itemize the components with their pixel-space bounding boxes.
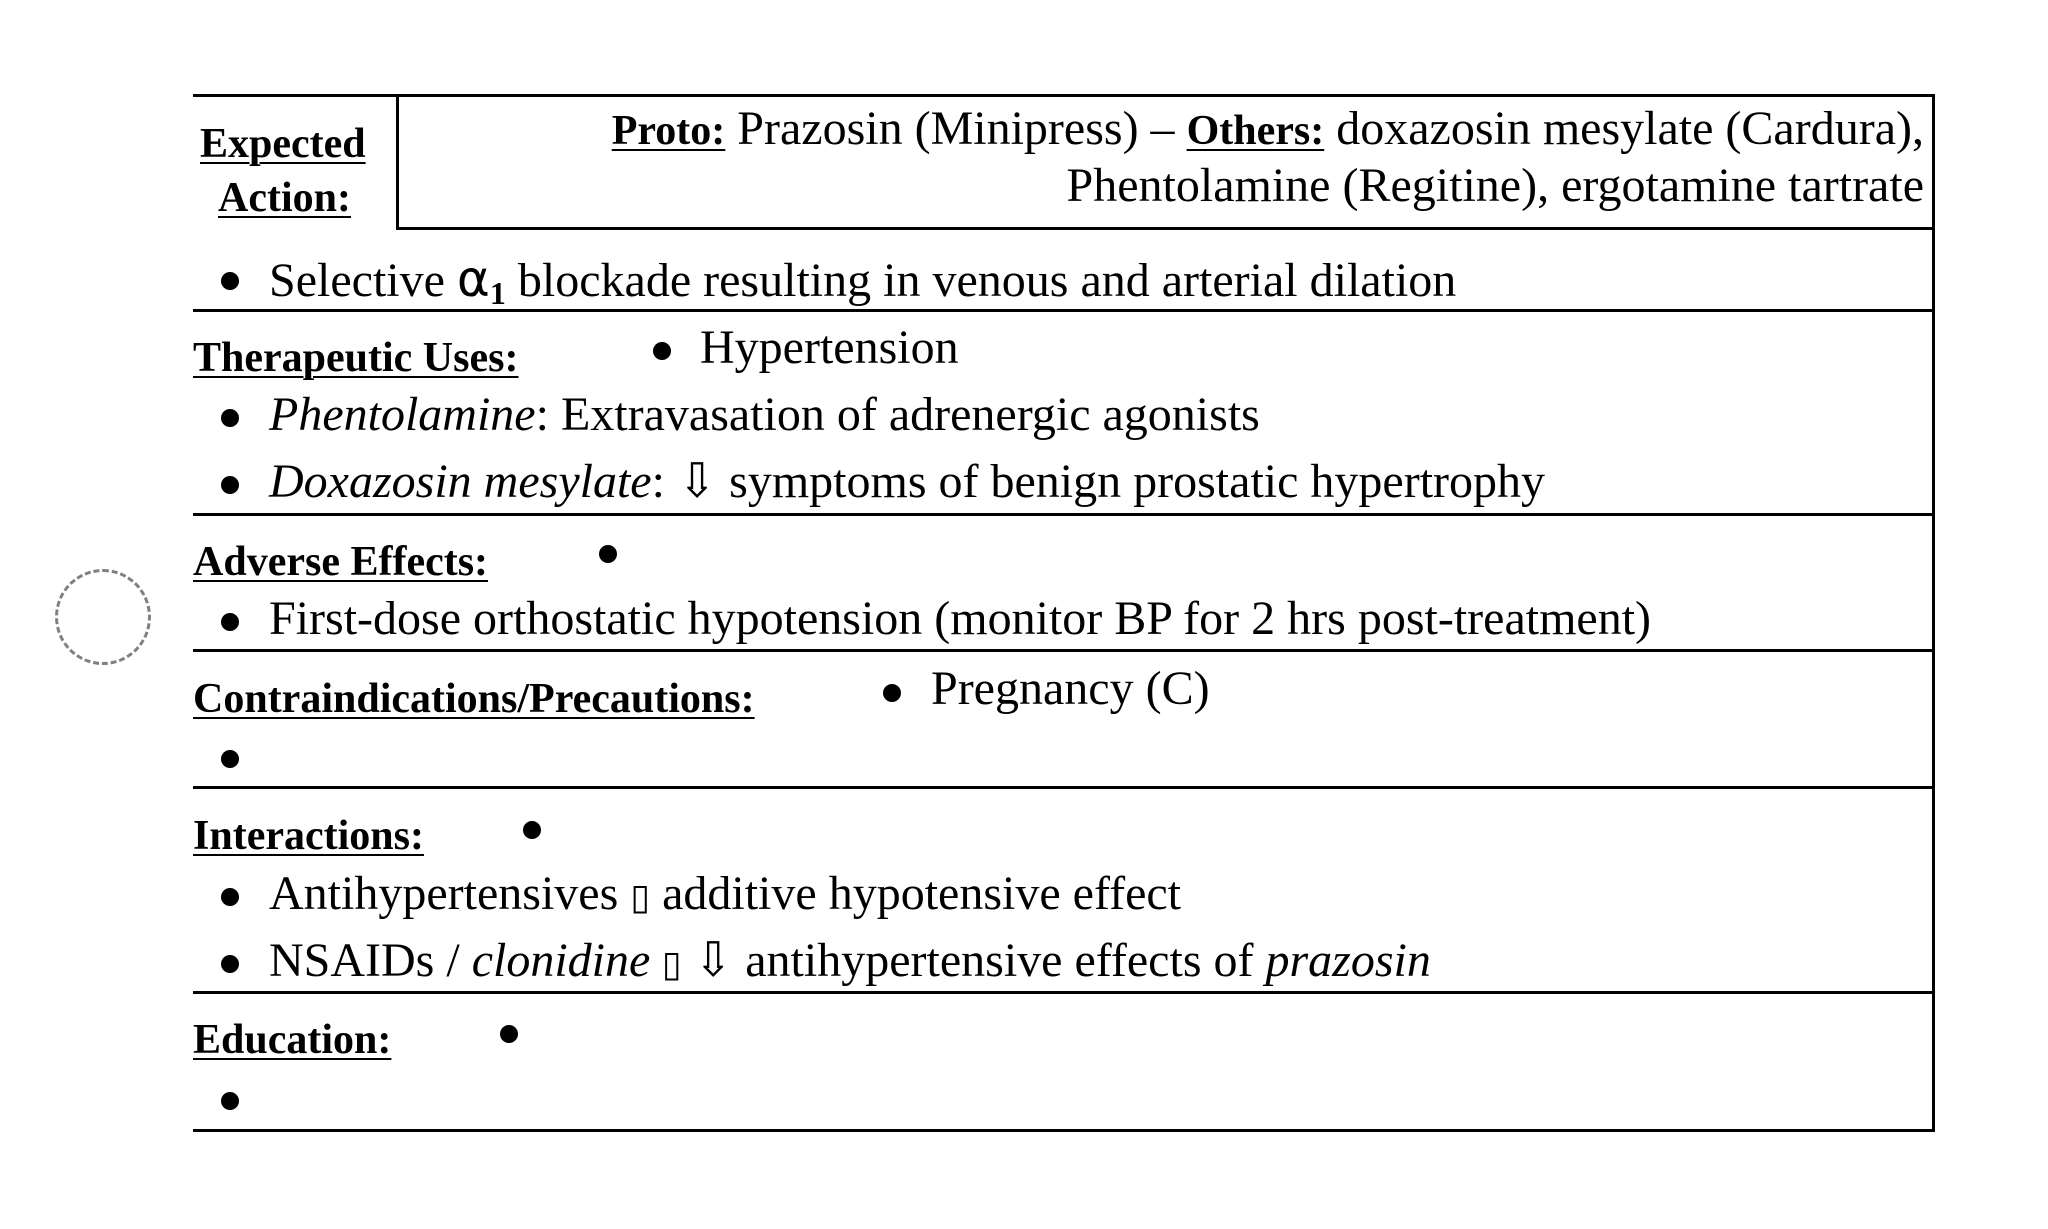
therapeutic-uses-bullet-1 bbox=[653, 342, 671, 360]
proto-label: Proto: bbox=[611, 108, 726, 154]
clonidine-drug: clonidine bbox=[471, 934, 651, 987]
adverse-effects-bullet-1 bbox=[599, 545, 617, 563]
phentolamine-drug: Phentolamine bbox=[269, 388, 536, 441]
adverse-effects-bullet-2 bbox=[221, 613, 239, 631]
adverse-effects-label: Adverse Effects: bbox=[193, 539, 489, 585]
nsaids-mid: ⇩ antihypertensive effects of bbox=[693, 934, 1266, 987]
education-label: Education: bbox=[193, 1017, 392, 1063]
expected-action-text bbox=[269, 251, 1456, 321]
missing-glyph-box-2: ▯ bbox=[650, 944, 694, 985]
header-bottom-border bbox=[398, 227, 1934, 230]
education-bullet-2 bbox=[221, 1092, 239, 1110]
header-drugs-line1 bbox=[612, 101, 1924, 159]
nsaids-before: NSAIDs / bbox=[269, 934, 472, 987]
header-divider bbox=[396, 94, 399, 230]
others-text: doxazosin mesylate (Cardura), bbox=[1324, 102, 1924, 155]
interactions-item-2 bbox=[269, 866, 1181, 926]
expected-action-label-line2: Action: bbox=[218, 175, 351, 221]
interactions-bullet-2 bbox=[221, 888, 239, 906]
top-border bbox=[193, 94, 1934, 97]
education-bullet-1 bbox=[500, 1025, 518, 1043]
interactions-label: Interactions: bbox=[193, 813, 424, 859]
therapeutic-uses-item-2 bbox=[269, 387, 1260, 443]
row-divider-2 bbox=[193, 513, 1934, 516]
interactions-bullet-3 bbox=[221, 955, 239, 973]
right-border bbox=[1932, 94, 1935, 1132]
dashed-circle-marker bbox=[55, 569, 151, 665]
interactions-item-3 bbox=[269, 933, 1431, 993]
doxazosin-text: : ⇩ symptoms of benign prostatic hypertrophy bbox=[651, 455, 1546, 508]
row-divider-3 bbox=[193, 649, 1934, 652]
proto-text: Prazosin (Minipress) – bbox=[725, 102, 1187, 155]
adverse-effects-item-2: First-dose orthostatic hypotension (monitor BP for 2 hrs post-treatment) bbox=[269, 592, 1652, 645]
doxazosin-drug: Doxazosin mesylate bbox=[269, 455, 652, 508]
expected-action-bullet bbox=[221, 272, 239, 290]
therapeutic-uses-item-3 bbox=[269, 454, 1545, 510]
bottom-border bbox=[193, 1129, 1934, 1132]
alpha-subscript: 1 bbox=[489, 275, 506, 311]
therapeutic-uses-bullet-2 bbox=[221, 409, 239, 427]
contraindications-bullet-2 bbox=[221, 750, 239, 768]
others-label: Others: bbox=[1186, 108, 1325, 154]
expected-action-after: blockade resulting in venous and arterial dilation bbox=[505, 254, 1457, 307]
therapeutic-uses-label: Therapeutic Uses: bbox=[193, 335, 519, 381]
therapeutic-uses-bullet-3 bbox=[221, 476, 239, 494]
therapeutic-uses-item-1: Hypertension bbox=[700, 321, 959, 374]
expected-action-before: Selective bbox=[269, 254, 457, 307]
contraindications-label: Contraindications/Precautions: bbox=[193, 676, 755, 722]
contraindications-item-1: Pregnancy (C) bbox=[931, 662, 1210, 715]
interactions-bullet-1 bbox=[523, 821, 541, 839]
missing-glyph-box-1: ▯ bbox=[630, 877, 651, 918]
contraindications-bullet-1 bbox=[883, 684, 901, 702]
antihypertensives-after: additive hypotensive effect bbox=[650, 867, 1182, 920]
phentolamine-text: : Extravasation of adrenergic agonists bbox=[535, 388, 1260, 441]
row-divider-4 bbox=[193, 786, 1934, 789]
expected-action-label-line1: Expected bbox=[200, 121, 366, 167]
header-drugs-line2: Phentolamine (Regitine), ergotamine tartrate bbox=[1066, 159, 1924, 212]
antihypertensives-before: Antihypertensives bbox=[269, 867, 631, 920]
prazosin-drug: prazosin bbox=[1265, 934, 1431, 987]
alpha-symbol: α bbox=[456, 250, 490, 308]
